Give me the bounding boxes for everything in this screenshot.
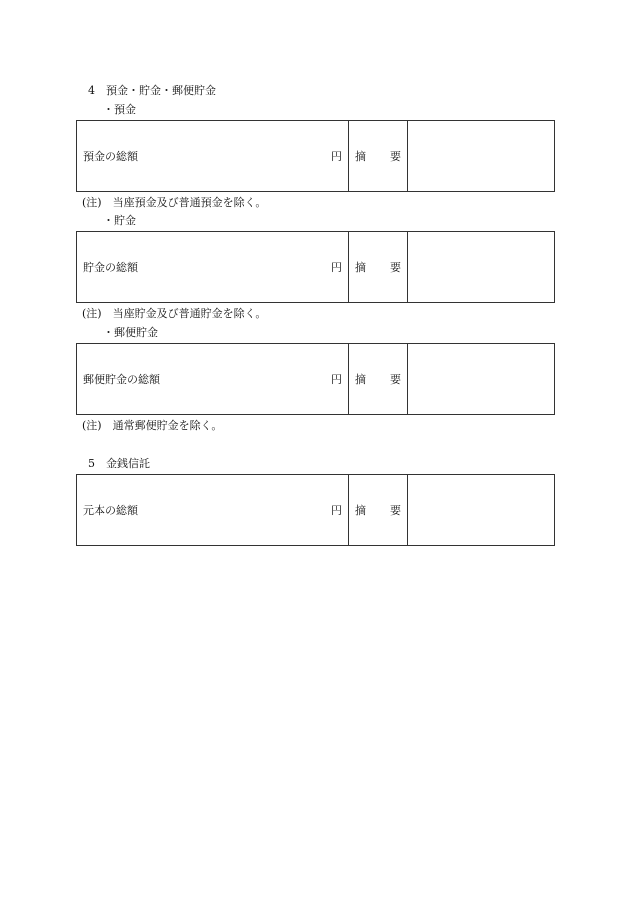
tekiyo-char-2: 要 (390, 261, 401, 274)
postal-tekiyo-header (349, 344, 408, 414)
trust-table (76, 474, 555, 546)
tekiyo-char-2: 要 (390, 373, 401, 386)
deposit-subheading: ・預金 (103, 103, 136, 116)
trust-principal-cell (77, 475, 349, 545)
postal-total-cell (77, 344, 349, 414)
trust-tekiyo-field[interactable] (408, 475, 554, 545)
deposit-total-label: 預金の総額 (83, 150, 138, 163)
deposit-table (76, 120, 555, 192)
deposit-tekiyo-field[interactable] (408, 121, 554, 191)
trust-tekiyo-header (349, 475, 408, 545)
postal-note: (注) 通常郵便貯金を除く。 (82, 419, 223, 432)
savings-tekiyo-field[interactable] (408, 232, 554, 302)
savings-note: (注) 当座貯金及び普通貯金を除く。 (82, 307, 267, 320)
deposit-note: (注) 当座預金及び普通預金を除く。 (82, 196, 267, 209)
savings-table (76, 231, 555, 303)
tekiyo-char-1: 摘 (355, 261, 366, 274)
deposit-yen-unit: 円 (331, 150, 342, 163)
tekiyo-char-2: 要 (390, 504, 401, 517)
postal-tekiyo-field[interactable] (408, 344, 554, 414)
savings-total-cell (77, 232, 349, 302)
trust-yen-unit: 円 (331, 504, 342, 517)
postal-subheading: ・郵便貯金 (103, 326, 158, 339)
tekiyo-char-1: 摘 (355, 373, 366, 386)
savings-subheading: ・貯金 (103, 214, 136, 227)
tekiyo-char-1: 摘 (355, 504, 366, 517)
deposit-total-cell (77, 121, 349, 191)
section-5-heading: 5 金銭信託 (88, 457, 150, 470)
tekiyo-char-1: 摘 (355, 150, 366, 163)
tekiyo-char-2: 要 (390, 150, 401, 163)
savings-tekiyo-header (349, 232, 408, 302)
postal-total-label: 郵便貯金の総額 (83, 373, 160, 386)
section-4-heading: 4 預金・貯金・郵便貯金 (88, 84, 216, 97)
postal-table (76, 343, 555, 415)
savings-total-label: 貯金の総額 (83, 261, 138, 274)
savings-yen-unit: 円 (331, 261, 342, 274)
deposit-tekiyo-header (349, 121, 408, 191)
postal-yen-unit: 円 (331, 373, 342, 386)
trust-principal-label: 元本の総額 (83, 504, 138, 517)
